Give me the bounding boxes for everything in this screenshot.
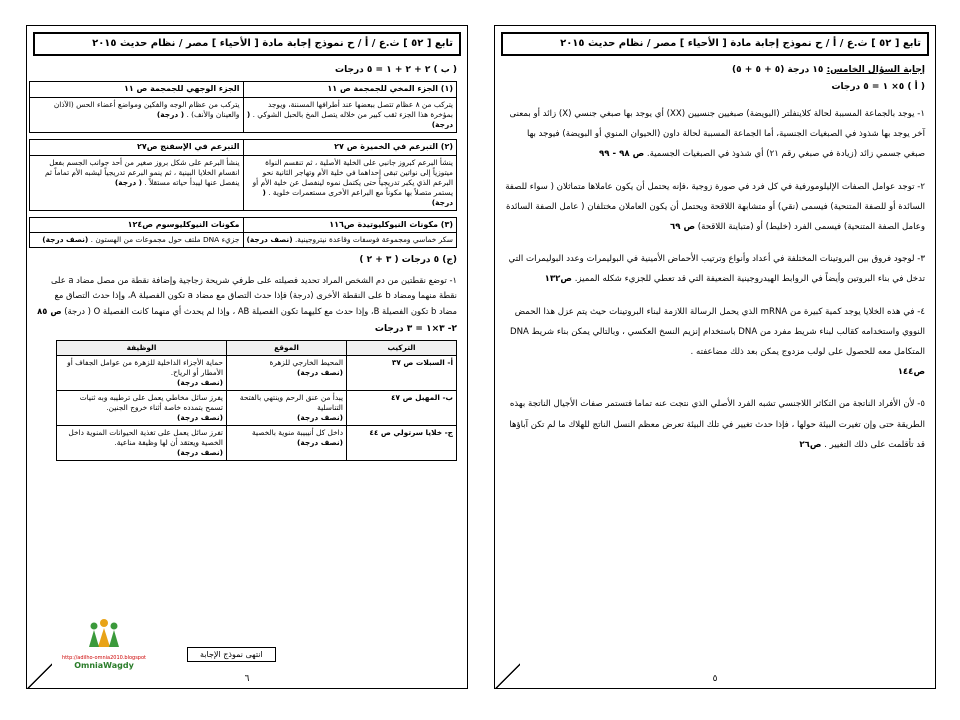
table-cell <box>57 355 227 390</box>
answer-text: توضع نقطتين من دم الشخص المراد تحديد فصيلته على طرفي شريحة زجاجية وإضافة نقطة من مصل مضاد a على نقطة منهما ومضاد b على النقطة الأخرى (درجة) فإذا حدث التصاق مع مضاد a تكون الفصيلة A، وإذا حدث التصاق مع مضاد b تكون الفصيلة B، وإذا حدث مع كليهما تكون الفصيلة AB ، وإذا لم يحدث أي منهما كانت الفصيلة O ( درجة) <box>50 275 457 316</box>
comparison-table <box>29 217 457 249</box>
section-title: إجابة السؤال الخامس: <box>826 65 925 75</box>
grade-label: ( درجة) <box>246 109 453 129</box>
question-2-title: ٣×١ = ٣ درجات <box>374 323 445 334</box>
table-row <box>57 355 457 390</box>
header-2: مكونات النيوكليوسوم ص١٢٤ <box>30 217 244 233</box>
cell-text: تفرز سائل يعمل على تغذية الحيوانات المنوية داخل الخصية ويعتقد أن لها وظيفة مناعية. <box>68 427 223 447</box>
grade-label: (نصف درجة) <box>296 412 343 422</box>
people-logo-icon <box>84 617 124 651</box>
table-cell <box>30 155 244 210</box>
answer-ref: ص ٨٥ <box>37 305 62 316</box>
table-row <box>57 390 457 425</box>
table-number: (٣) <box>440 219 453 229</box>
answer-page-6 <box>26 25 468 689</box>
answer-list <box>505 104 925 455</box>
grade-label: ( درجة) <box>262 187 453 207</box>
answer-ref: ص٢٦ <box>799 439 822 450</box>
cell-text: داخل كل أنيبيبة منوية بالخصية <box>252 427 343 437</box>
grade-label: (نصف درجة) <box>42 235 89 245</box>
answer-number: ١- <box>449 275 457 286</box>
answer-ref: ص ٩٨ - ٩٩ <box>599 149 645 160</box>
cell-text: يبدأ من عنق الرحم وينتهي بالفتحة التناسلية <box>239 392 343 412</box>
column-header: الموقع <box>227 340 347 355</box>
cell-text: ينشأ البرعم على شكل بروز صغير من أحد جوانب الجسم بفعل انقسام الخلايا البينية ، ثم ينمو البرعم تدريجياً ليشبه الأم تماماً ثم ينفصل عنها ليبدأ حياته مستقلاً . <box>45 157 240 187</box>
structure-name: أ- السبلات ص ٣٧ <box>347 355 457 390</box>
comparison-table <box>29 81 457 133</box>
answer-number: ٥- <box>917 399 925 410</box>
table-header-cell <box>243 139 457 155</box>
answer-item <box>37 273 457 318</box>
structure-table <box>56 340 457 461</box>
table-cell <box>57 390 227 425</box>
column-header: التركيب <box>347 340 457 355</box>
answer-ref: ص ٦٩ <box>669 222 696 233</box>
answer-number: ١- <box>917 109 925 120</box>
table-number: (٢) <box>440 141 453 151</box>
grade-label: (نصف درجة) <box>296 367 343 377</box>
table-header-cell <box>243 82 457 98</box>
table-cell <box>30 97 244 132</box>
grade-label: (نصف درجة) <box>296 437 343 447</box>
table-cell <box>243 97 457 132</box>
page-content <box>27 56 467 465</box>
part-a-heading: ( أ ) ٥× ١ = ٥ درجات <box>831 82 925 93</box>
answer-item <box>505 104 925 165</box>
cell-text: المحيط الخارجي للزهرة <box>269 357 343 367</box>
table-cell <box>243 155 457 210</box>
answer-text: توجد عوامل الصفات الإليلومورفية في كل فرد في صورة زوجية ،فإنه يحتمل أن يكون عاملاها متماثلان ( سواء للصفة السائدة أو للصفة المتنحية) فيسمى (نقي) أو متشابهة اللاقحة ويحتمل أن يكون العاملان مختلفان ( عامل الصفة السائدة وعامل الصفة المتنحية) فيسمى الفرد (خليط) أو (متباينة اللاقحة) <box>505 181 925 233</box>
answer-item <box>505 249 925 289</box>
logo-url: http://adilho-omnia2010.blogspot <box>61 655 146 661</box>
table-cell <box>227 425 347 460</box>
answer-number: ٢- <box>917 181 925 192</box>
structure-name: ج- خلايا سرتولي ص ٤٤ <box>347 425 457 460</box>
grade-label: ( درجة) <box>156 109 185 119</box>
answer-text: لوجود فروق بين البروتينات المختلفة في أعداد وأنواع وترتيب الأحماض الأمينية في البوليمرات وعدد البوليمرات التي تدخل في بناء البروتين وأيضاً في الروابط الهيدروجينية الضعيفة التي قد تعطي للجزيء شكله المميز. <box>508 254 925 285</box>
answer-number: ٤- <box>917 306 925 317</box>
grade-label: (نصف درجة) <box>176 447 223 457</box>
answer-item <box>505 394 925 455</box>
question-2-heading <box>37 323 457 336</box>
answer-text: لأن الأفراد الناتجة من التكاثر اللاجنسي تشبه الفرد الأصلي الذي نتجت عنه تماما فتستمر صفات الأجيال الناتجة بهذه الطريقة حتى وإن تغيرت البيئة حولها ، فإذا حدث تغيير في تلك البيئة تعرض معظم النسل الناتج للهلاك ما لم تكن آباؤها قد تأقلمت على ذلك التغيير . <box>509 399 925 450</box>
header-1: التبرعم في الخميرة ص ٢٧ <box>334 141 438 151</box>
header-1: مكونات النيوكليوتيدة ص١١٦ <box>329 219 438 229</box>
section-heading <box>505 64 925 77</box>
grade-label: ( درجة) <box>114 177 143 187</box>
table-cell <box>243 233 457 248</box>
header-2: التبرعم في الإسفنج ص٢٧ <box>30 139 244 155</box>
grade-label: (نصف درجة) <box>176 377 223 387</box>
table-header-cell <box>243 217 457 233</box>
table-cell <box>227 355 347 390</box>
answer-number: ٢- <box>447 323 457 334</box>
page-header: تابع [ ٥٢ ] ث.ع / أ / ح نموذج إجابة مادة [ الأحياء ] مصر / نظام حديث ٢٠١٥ <box>501 32 929 56</box>
answer-item <box>505 302 925 383</box>
answer-item <box>505 177 925 238</box>
author-logo <box>61 617 147 670</box>
comparison-table <box>29 139 457 211</box>
end-of-answers-box: انتهى نموذج الإجابة <box>187 647 276 662</box>
header-2: الجزء الوجهي للجمجمة ص ١١ <box>30 82 244 98</box>
cell-text: يفرز سائل مخاطي يعمل على ترطيبه وبه ثنيات تسمح بتمدده خاصة أثناء خروج الجنين. <box>79 392 223 412</box>
page-number: ٦ <box>244 674 250 684</box>
answer-text: يوجد بالجماعة المسببة لحالة كلاينفلتر (البويضة) صبغيين جنسيين (XX) أي يوجد بها صبغي جنسي (X) زائد أو بمعنى آخر يوجد بها شذوذ في الصبغيات الجنسية، أما الجماعة المسببة لحالة داون (الحيوان المنوي أو البويضة) فيوجد بها صبغي جسمي زائد (زيادة في صبغي رقم ٢١) أي شذوذ في الصبغيات الجسمية. <box>509 109 925 160</box>
cell-text: يتركب من عظام الوجه والفكين ومواضع أعضاء الحس (الآذان والعينان والأنف) . <box>53 99 240 119</box>
grade-label: (نصف درجة) <box>246 235 293 245</box>
structure-name: ب- المهبل ص ٤٧ <box>347 390 457 425</box>
grade-label: (نصف درجة) <box>176 412 223 422</box>
cell-text: سكر خماسي ومجموعة فوسفات وقاعدة نيتروجينية. <box>294 235 453 245</box>
answer-number: ٣- <box>917 254 925 265</box>
column-header: الوظيفة <box>57 340 227 355</box>
table-cell <box>57 425 227 460</box>
answer-ref: ص١٤٤ <box>897 367 925 378</box>
table-number: (١) <box>440 84 453 94</box>
cell-text: حماية الأجزاء الداخلية للزهرة من عوامل الجفاف أو الأمطار أو الرياح. <box>67 357 223 377</box>
answer-ref: ص١٣٢ <box>544 274 572 285</box>
section-score: ١٥ درجة (٥ + ٥ + ٥) <box>732 65 824 75</box>
answer-text: في هذه الخلايا يوجد كمية كبيرة من mRNA الذي يحمل الرسالة اللازمة لبناء البروتينات حيث يتم عزل هذا الحمض النووي واستخدامه كقالب لبناء شريط مفرد من DNA باستخدام إنزيم النسخ العكسي ، وبالتالي يمكن بناء شريط DNA المتكامل معه للحصول على لولب مزدوج يمكن بعد ذلك مضاعفته . <box>509 306 925 357</box>
table-cell <box>227 390 347 425</box>
table-row <box>57 425 457 460</box>
table-cell <box>30 233 244 248</box>
cell-text: ينشأ البرعم كبروز جانبي على الخلية الأصلية ، ثم تنقسم النواة ميتوزياً إلى نواتين تبقى إحداهما في خلية الأم وتهاجر الثانية نحو البرعم الذي يكبر تدريجياً حتى يكتمل نموه لينفصل عن خلية الأم أو يستمر متصلاً بها مكوناً مع البراعم الأخرى مستعمرات خلوية . <box>252 157 453 197</box>
cell-text: يتركب من ٨ عظام تتصل ببعضها عند أطرافها المسننة، ويوجد بمؤخرة هذا الجزء ثقب كبير من خلاله يتصل المخ بالحبل الشوكي . <box>252 99 453 119</box>
logo-name: OmniaWagdy <box>74 661 134 670</box>
part-b-heading: ( ب ) ٢ + ٢ + ١ = ٥ درجات <box>335 65 457 75</box>
page-content <box>495 56 935 471</box>
cell-text: جزيء DNA ملتف حول مجموعات من الهستون . <box>90 235 240 245</box>
answer-page-5 <box>494 25 936 689</box>
header-1: الجزء المخي للجمجمة ص ١١ <box>327 84 438 94</box>
page-number: ٥ <box>712 674 718 684</box>
part-c-heading: (ج) ٥ درجات ( ٣ + ٢ ) <box>359 255 457 266</box>
page-header: تابع [ ٥٢ ] ث.ع / أ / ح نموذج إجابة مادة [ الأحياء ] مصر / نظام حديث ٢٠١٥ <box>33 32 461 56</box>
